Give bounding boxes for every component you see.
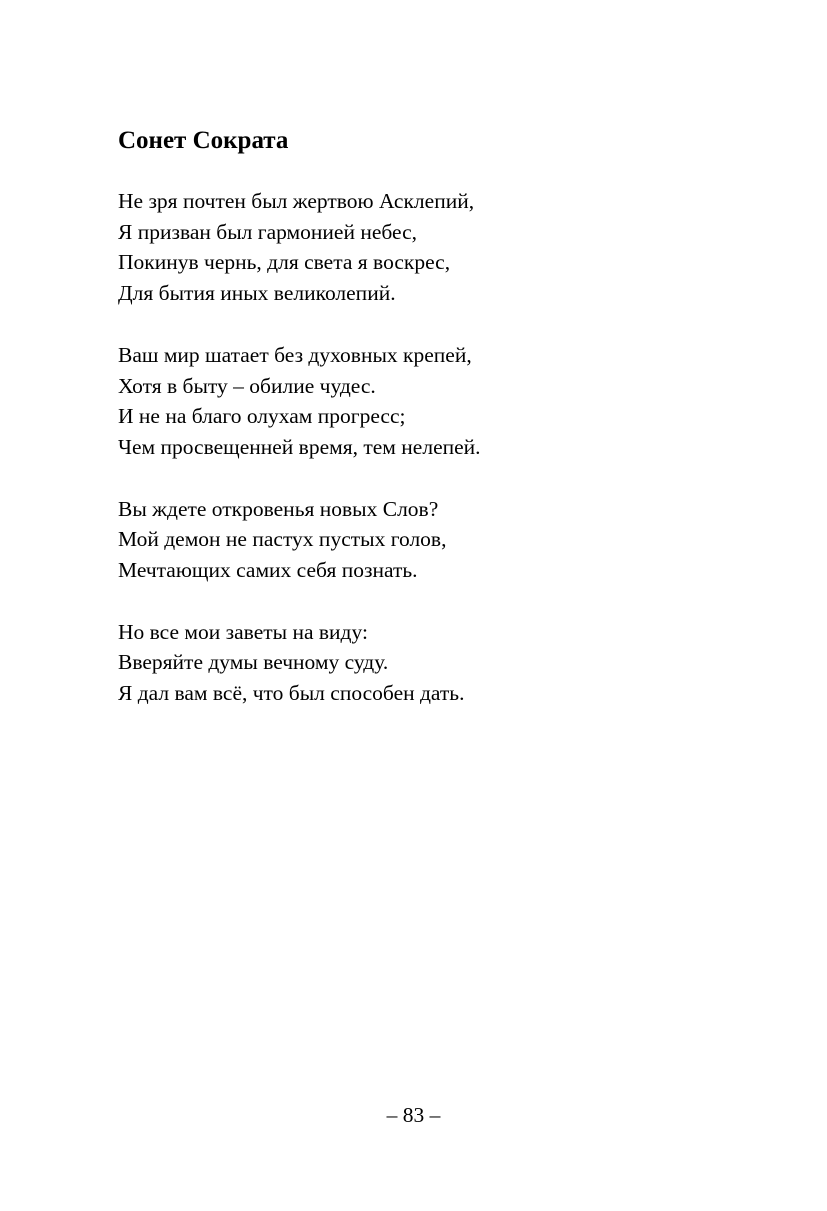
stanza-1	[118, 186, 778, 309]
stanza-2	[118, 340, 778, 463]
poem-line: Я призван был гармонией небес,	[118, 219, 418, 244]
poem-line: Но все мои заветы на виду:	[118, 619, 368, 644]
poem-line: Мой демон не пастух пустых голов,	[118, 527, 447, 552]
poem-line: Не зря почтен был жертвою Асклепий,	[118, 189, 475, 213]
poem-line: Чем просвещенней время, тем нелепей.	[118, 434, 481, 459]
stanza-3	[118, 494, 778, 586]
poem-line: Ваш мир шатает без духовных крепей,	[118, 342, 472, 367]
poem-line: Я дал вам всё, что был способен дать.	[118, 681, 465, 706]
poem-line: Мечтающих самих себя познать.	[118, 558, 418, 583]
poem-line: И не на благо олухам прогресс;	[118, 404, 406, 429]
stanza-4	[118, 617, 778, 709]
poem-body	[118, 186, 778, 740]
poem-line: Для бытия иных великолепий.	[118, 281, 396, 306]
poem-line: Вы ждете откровенья новых Слов?	[118, 496, 439, 521]
poem-line: Хотя в быту – обилие чудес.	[118, 373, 376, 398]
page-number: – 83 –	[386, 1103, 441, 1127]
poem-line: Покинув чернь, для света я воскрес,	[118, 250, 451, 275]
poem-line: Вверяйте думы вечному суду.	[118, 650, 389, 675]
poem-title: Сонет Сократа	[118, 127, 289, 154]
